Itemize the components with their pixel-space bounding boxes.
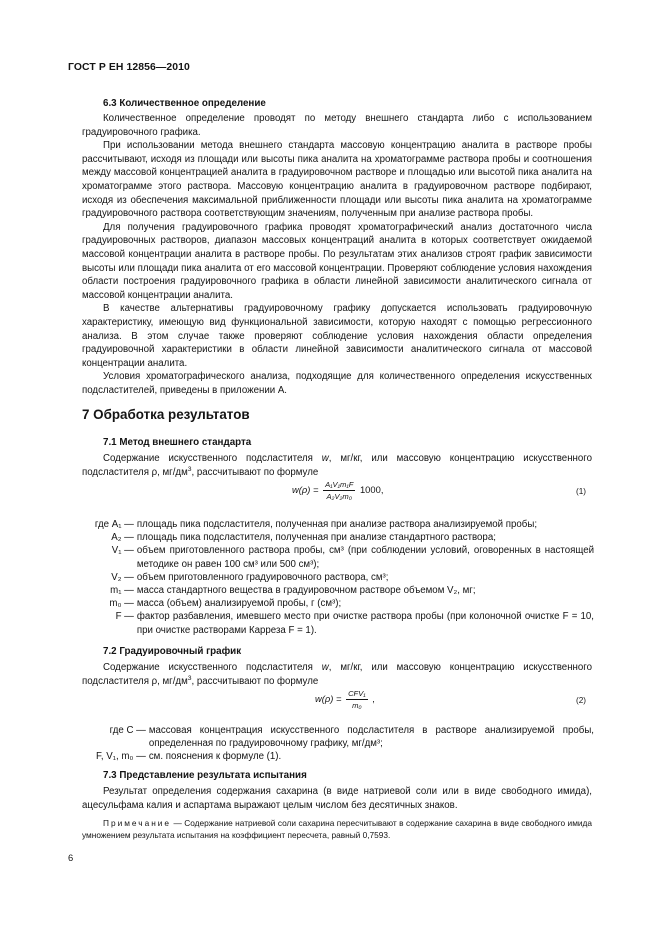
note	[82, 818, 592, 841]
definition-symbol: m₁ —	[110, 585, 134, 597]
definition-symbol: A₂ —	[111, 532, 134, 544]
note-text: — Содержание натриевой соли сахарина пересчитывают в содержание сахарина в виде свободного имида умножением результата испытания на коэффициент пересчета, равный 0,7593.	[82, 818, 592, 840]
note-label: Примечание	[103, 818, 172, 828]
definition-row	[68, 544, 594, 570]
paragraph: В качестве альтернативы градуировочному графику допускается использовать градуировочную характеристику, имеющую вид функциональной зависимости, которую находят с помощью регрессионного анализа. В этом случае также проверяют соблюдение условия нахождения области определения градуировочной характеристики в области линейной зависимости аналитического сигнала от массовой концентрации аналита.	[82, 303, 592, 369]
definition-row	[68, 610, 594, 636]
formula-denominator: m₀	[352, 701, 362, 710]
intro-text: , рассчитывают по формуле	[191, 675, 319, 687]
definition-text: площадь пика подсластителя, полученная при анализе раствора анализируемой пробы;	[136, 519, 538, 530]
section-7-2-intro	[82, 661, 592, 688]
paragraph: Результат определения содержания сахарина (в виде натриевой соли или в виде свободного имида), ацесульфама калия и аспартама выражают целым числом без десятичных знаков.	[82, 786, 592, 811]
formula-numerator: CFV₁	[348, 689, 366, 698]
definition-text: см. пояснения к формуле (1).	[148, 751, 282, 763]
section-7-title: 7 Обработка результатов	[82, 407, 250, 422]
page-number: 6	[68, 852, 74, 863]
section-7-1-title: 7.1 Метод внешнего стандарта	[103, 437, 252, 448]
definition-text: масса стандартного вещества в градуировочном растворе объемом V₂, мг;	[136, 585, 476, 597]
definition-text: фактор разбавления, имевшего место при очистке раствора пробы (при колоночной очистке F = 10, при очистке растворами Карреза F = 1).	[136, 611, 594, 636]
intro-text: , мг/кг, или массовую концентрацию искусственного подсластителя ρ, мг/дм	[82, 662, 592, 687]
definition-row	[68, 597, 594, 610]
formula-lhs: w(ρ) =	[292, 483, 319, 495]
definition-text: площадь пика подсластителя, полученная при анализе стандартного раствора;	[136, 532, 496, 544]
definition-text: объем приготовленного раствора пробы, см³ (при соблюдении условий, оговоренных в настоящей методике он равен 100 см³ или 500 см³);	[136, 545, 594, 570]
formula-numerator: A₁V₁m₁F	[325, 480, 354, 489]
formula-denominator: A₂V₂m₀	[326, 492, 352, 501]
formula-1	[292, 480, 383, 501]
definition-row	[68, 584, 594, 597]
definitions-list-1	[68, 518, 594, 637]
definition-symbol: V₂ —	[111, 571, 134, 583]
formula-fraction	[346, 689, 368, 710]
formula-2	[315, 689, 375, 710]
definition-symbol: где A₁ —	[94, 519, 134, 530]
equation-number-1: (1)	[576, 487, 587, 496]
definition-row	[50, 750, 594, 763]
section-6-3-title: 6.3 Количественное определение	[103, 98, 266, 109]
definition-row	[50, 724, 594, 750]
intro-text: Содержание искусственного подсластителя	[103, 662, 322, 673]
formula-rhs: 1000,	[359, 483, 384, 495]
definition-text: массовая концентрация искусственного подсластителя в растворе анализируемой пробы, определенная по градуировочному графику, мг/дм³;	[148, 725, 594, 750]
definition-symbol: F —	[115, 611, 134, 623]
intro-text: , мг/кг, или массовую концентрацию искусственного подсластителя ρ, мг/дм	[82, 453, 592, 478]
section-7-2-title: 7.2 Градуировочный график	[103, 646, 242, 657]
intro-text: Содержание искусственного подсластителя	[103, 453, 322, 464]
definition-text: объем приготовленного градуировочного раствора, см³;	[136, 571, 389, 583]
definition-symbol: V₁ —	[111, 545, 134, 557]
paragraph: Условия хроматографического анализа, подходящие для количественного определения искусственных подсластителей, приведены в приложении А.	[82, 371, 592, 396]
definitions-list-2	[50, 724, 594, 764]
superscript: 3	[187, 465, 192, 473]
document-header: ГОСТ Р ЕН 12856—2010	[68, 62, 190, 73]
equation-number-2: (2)	[576, 696, 587, 705]
definition-symbol: m₀ —	[109, 598, 134, 610]
section-7-3-body	[82, 785, 592, 812]
definition-row	[68, 531, 594, 544]
definition-symbol: F, V₁, m₀ —	[96, 751, 146, 763]
definition-row	[68, 518, 594, 531]
section-6-3-body	[82, 112, 592, 397]
definition-text: масса (объем) анализируемой пробы, г (см³);	[136, 598, 342, 610]
formula-fraction	[323, 480, 355, 501]
section-7-3-title: 7.3 Представление результата испытания	[103, 770, 307, 781]
section-7-1-intro	[82, 452, 592, 479]
symbol-w: w	[321, 662, 329, 673]
symbol-w: w	[321, 453, 329, 464]
paragraph: При использовании метода внешнего стандарта массовую концентрацию аналита в растворе пробы рассчитывают, исходя из площади или высоты пика аналита на хроматограмме раствора пробы и соотношения между массовой концентрацией аналита в градуировочном растворе и площадью или высотой пика аналита на хроматограмме этого раствора. Массовую концентрацию аналита в градуировочном растворе подбирают, исходя из обеспечения максимальной приближенности площади или высоты пика аналита на хроматограмме градуировочного раствора соответствующим значениям, полученным при анализе раствора пробы.	[82, 140, 592, 220]
paragraph: Для получения градуировочного графика проводят хроматографический анализ достаточного числа градуировочных растворов, диапазон массовых концентраций аналита в которых соответствует ожидаемой массовой концентрации аналита в растворе пробы. По результатам этих анализов строят график зависимости высоты или площади пика аналита от его массовой концентрации. Проверяют соблюдение условия нахождения области построения градуировочного графика в области линейной зависимости аналитического сигнала от массовой концентрации аналита.	[82, 221, 592, 301]
formula-lhs: w(ρ) =	[315, 692, 342, 704]
paragraph: Количественное определение проводят по методу внешнего стандарта либо с использованием градуировочного графика.	[82, 113, 592, 138]
definition-row	[68, 571, 594, 584]
formula-rhs: ,	[372, 692, 375, 704]
intro-text: , рассчитывают по формуле	[191, 466, 319, 478]
superscript: 3	[187, 674, 192, 682]
definition-symbol: где C —	[109, 725, 146, 736]
